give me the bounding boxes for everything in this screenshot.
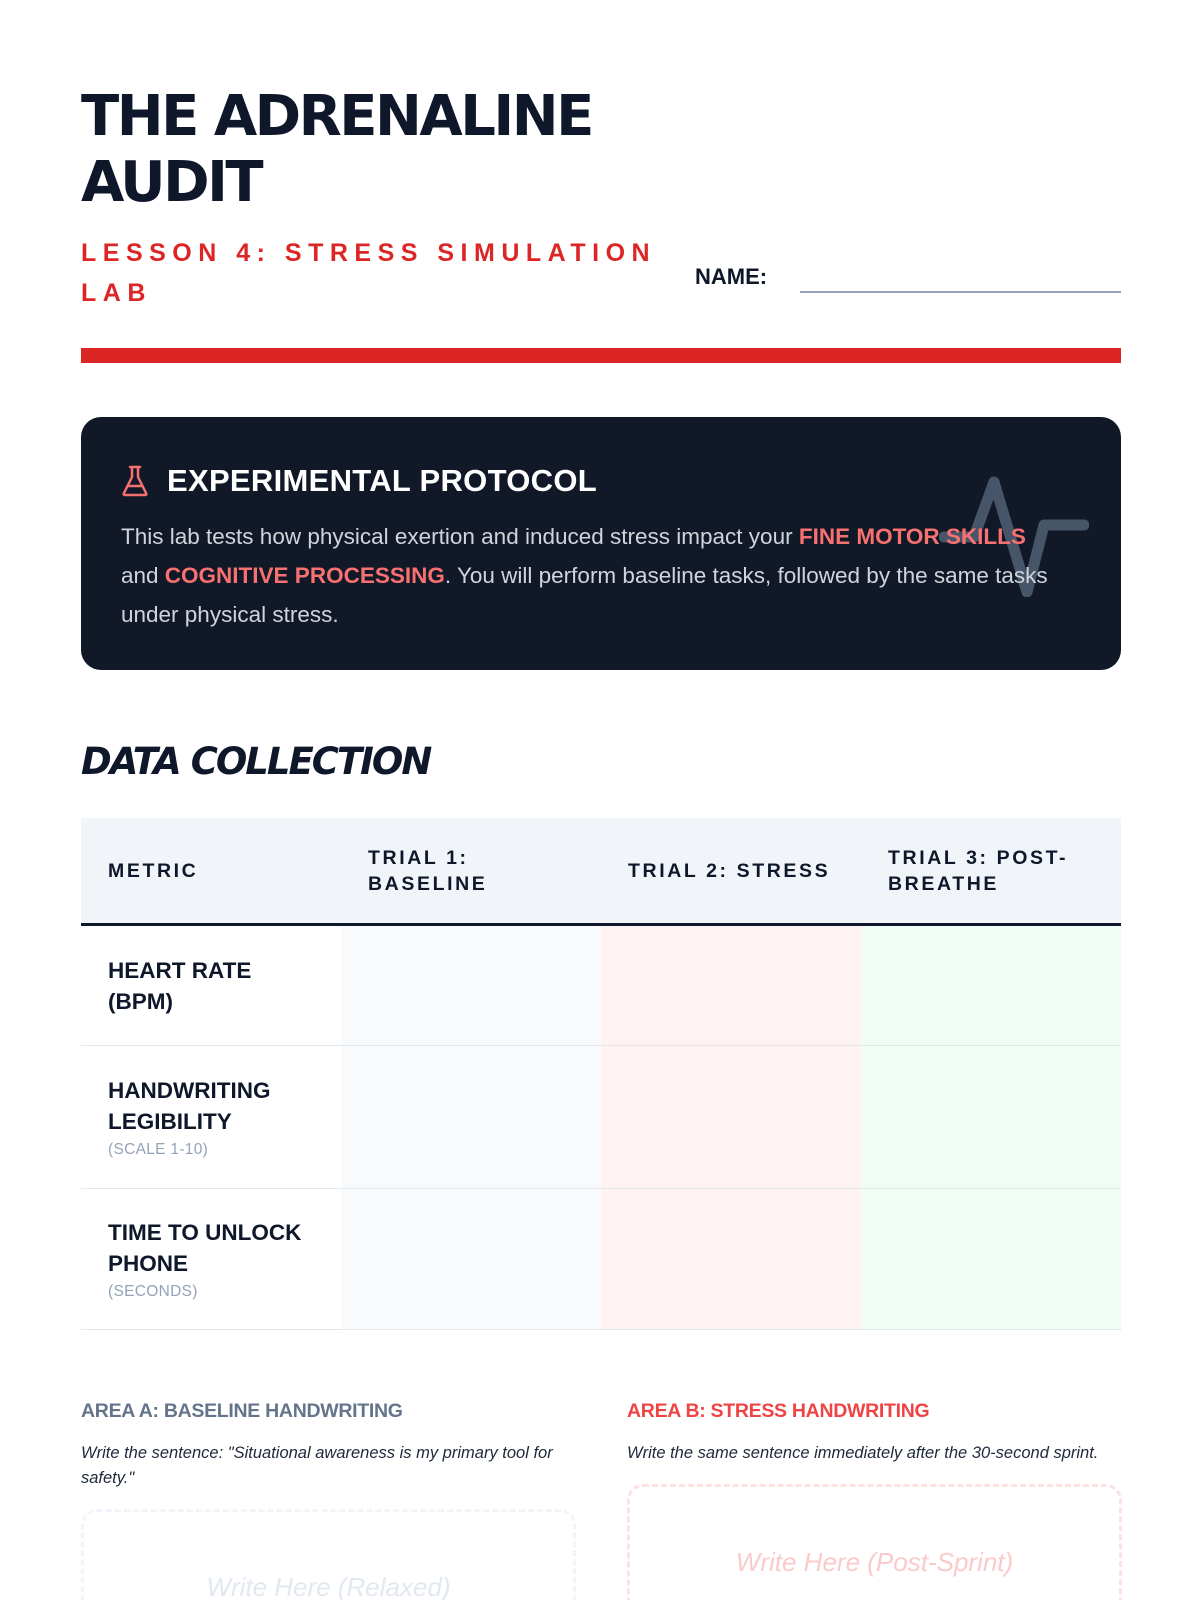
area-b-writing-box[interactable] bbox=[627, 1484, 1122, 1600]
metric-name: HANDWRITING LEGIBILITY bbox=[108, 1078, 271, 1134]
highlight-cognitive-processing: COGNITIVE PROCESSING bbox=[164, 563, 445, 588]
protocol-text-part: . You will perform baseline tasks, followed by the same tasks under physical stress. bbox=[121, 563, 1048, 627]
column-header-trial-2: TRIAL 2: STRESS bbox=[628, 859, 831, 882]
area-a-title: AREA A: BASELINE HANDWRITING bbox=[81, 1400, 403, 1422]
metric-name: HEART RATE (BPM) bbox=[108, 957, 252, 1014]
trial-3-input-cell[interactable] bbox=[861, 1046, 1121, 1188]
data-collection-title: DATA COLLECTION bbox=[81, 740, 431, 783]
trial-1-input-cell[interactable] bbox=[341, 926, 601, 1045]
table-row bbox=[81, 926, 1121, 1046]
name-field[interactable] bbox=[800, 291, 1121, 293]
worksheet-header bbox=[81, 84, 1121, 216]
data-table bbox=[81, 818, 1121, 1330]
protocol-text-part: and bbox=[121, 563, 165, 588]
area-a-placeholder: Write Here (Relaxed) bbox=[206, 1572, 451, 1600]
protocol-card bbox=[81, 417, 1121, 670]
area-b-title: AREA B: STRESS HANDWRITING bbox=[627, 1400, 930, 1422]
trial-3-input-cell[interactable] bbox=[861, 1189, 1121, 1329]
trial-1-input-cell[interactable] bbox=[341, 1189, 601, 1329]
page-title: THE ADRENALINE AUDIT bbox=[81, 84, 592, 215]
metric-name: TIME TO UNLOCK PHONE bbox=[108, 1220, 302, 1276]
table-header bbox=[81, 818, 1121, 926]
metric-cell bbox=[81, 1046, 341, 1188]
trial-2-input-cell[interactable] bbox=[601, 926, 861, 1045]
protocol-heading bbox=[121, 463, 597, 499]
table-row bbox=[81, 1189, 1121, 1330]
trial-3-input-cell[interactable] bbox=[861, 926, 1121, 1045]
area-b-placeholder: Write Here (Post-Sprint) bbox=[735, 1547, 1014, 1577]
table-row bbox=[81, 1046, 1121, 1189]
header-divider bbox=[81, 348, 1121, 363]
metric-cell bbox=[81, 1189, 341, 1329]
trial-2-input-cell[interactable] bbox=[601, 1189, 861, 1329]
area-b-stress bbox=[627, 1400, 1122, 1600]
protocol-title: EXPERIMENTAL PROTOCOL bbox=[167, 463, 598, 498]
metric-unit: (SECONDS) bbox=[108, 1283, 198, 1300]
metric-cell bbox=[81, 926, 341, 1045]
metric-unit: (SCALE 1-10) bbox=[108, 1141, 209, 1158]
flask-icon bbox=[121, 465, 149, 497]
trial-2-input-cell[interactable] bbox=[601, 1046, 861, 1188]
column-header-trial-1: TRIAL 1: BASELINE bbox=[368, 846, 488, 895]
area-a-writing-box[interactable] bbox=[81, 1509, 576, 1600]
name-label: NAME: bbox=[695, 264, 768, 289]
protocol-description bbox=[121, 517, 1061, 634]
trial-1-input-cell[interactable] bbox=[341, 1046, 601, 1188]
area-a-baseline bbox=[81, 1400, 576, 1600]
lesson-subtitle: LESSON 4: STRESS SIMULATION LAB bbox=[81, 239, 657, 307]
protocol-text-part: This lab tests how physical exertion and induced stress impact your bbox=[121, 524, 799, 549]
column-header-trial-3: TRIAL 3: POST-BREATHE bbox=[888, 846, 1069, 895]
highlight-fine-motor-skills: FINE MOTOR SKILLS bbox=[798, 524, 1026, 549]
column-header-metric: METRIC bbox=[108, 859, 199, 882]
area-a-instruction: Write the sentence: "Situational awareness is my primary tool for safety." bbox=[81, 1444, 553, 1487]
area-b-instruction: Write the same sentence immediately after the 30-second sprint. bbox=[627, 1444, 1099, 1462]
